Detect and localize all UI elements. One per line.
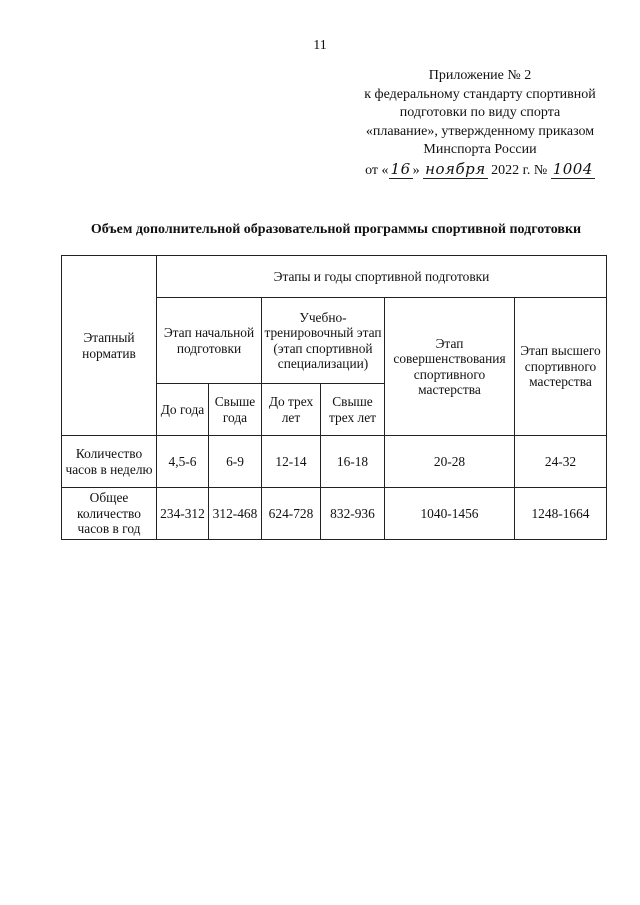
value-cell: 20-28 — [385, 436, 515, 488]
row-label-cell: Общее количество часов в год — [62, 488, 157, 540]
row-header-cell: Этапный норматив — [62, 256, 157, 436]
value-cell: 832-936 — [321, 488, 385, 540]
value-cell: 6-9 — [209, 436, 262, 488]
order-number-handwritten: 1004 — [552, 159, 593, 178]
program-volume-table — [61, 255, 607, 540]
sub-training-1-cell: До трех лет — [262, 384, 321, 436]
appendix-line: Минспорта России — [423, 142, 537, 158]
row-label-cell: Количество часов в неделю — [62, 436, 157, 488]
stage-improvement-cell: Этап совершенствования спортивного мастерства — [385, 298, 515, 436]
stage-training-cell: Учебно-тренировочный этап (этап спортивной специализации) — [262, 298, 385, 384]
table-header-row — [62, 256, 607, 298]
value-cell: 24-32 — [515, 436, 607, 488]
table-row — [62, 488, 607, 540]
sub-initial-2-cell: Свыше года — [209, 384, 262, 436]
date-month-handwritten: ноября — [425, 159, 486, 178]
value-cell: 312-468 — [209, 488, 262, 540]
stage-highest-cell: Этап высшего спортивного мастерства — [515, 298, 607, 436]
page-number: 11 — [313, 38, 327, 53]
value-cell: 1040-1456 — [385, 488, 515, 540]
table-row — [62, 436, 607, 488]
value-cell: 234-312 — [157, 488, 209, 540]
sub-initial-1-cell: До года — [157, 384, 209, 436]
stage-initial-cell: Этап начальной подготовки — [157, 298, 262, 384]
appendix-line: Приложение № 2 — [428, 68, 532, 83]
value-cell: 1248-1664 — [515, 488, 607, 540]
value-cell: 624-728 — [262, 488, 321, 540]
document-title: Объем дополнительной образовательной программы спортивной подготовки — [90, 222, 582, 237]
appendix-line: подготовки по виду спорта — [399, 105, 561, 121]
date-prefix: от « — [365, 162, 389, 178]
value-cell: 16-18 — [321, 436, 385, 488]
order-date-line — [330, 160, 630, 181]
value-cell: 12-14 — [262, 436, 321, 488]
appendix-block — [330, 67, 630, 181]
sub-training-2-cell: Свыше трех лет — [321, 384, 385, 436]
date-year: 2022 г. № — [491, 162, 548, 178]
value-cell: 4,5-6 — [157, 436, 209, 488]
group-header-cell: Этапы и годы спортивной подготовки — [157, 256, 607, 298]
appendix-line: «плавание», утвержденному приказом — [365, 123, 595, 139]
date-day-handwritten: 16 — [390, 159, 411, 178]
appendix-line: к федеральному стандарту спортивной — [364, 86, 596, 102]
date-mid: » — [412, 162, 420, 178]
